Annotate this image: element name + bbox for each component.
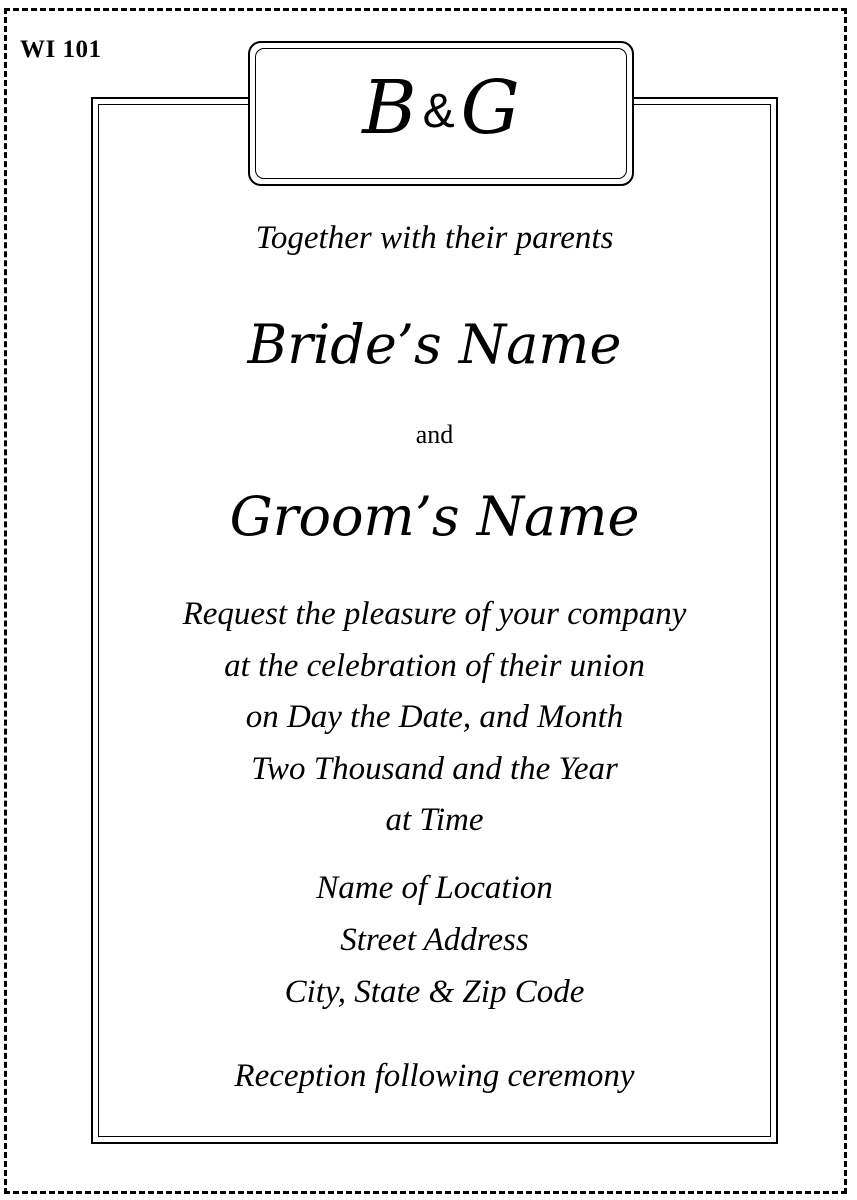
monogram bbox=[255, 58, 627, 162]
request-line: Two Thousand and the Year bbox=[251, 751, 618, 787]
location-line: Name of Location bbox=[316, 870, 553, 906]
location-line: City, State & Zip Code bbox=[284, 974, 585, 1010]
bride-name: Bride’s Name bbox=[247, 313, 622, 376]
monogram-initial-bride: B bbox=[362, 65, 417, 151]
product-code: WI 101 bbox=[20, 36, 102, 63]
request-line: on Day the Date, and Month bbox=[245, 699, 624, 735]
monogram-initial-groom: G bbox=[460, 65, 520, 151]
location-line: Street Address bbox=[340, 922, 529, 958]
conjunction: and bbox=[415, 420, 454, 449]
request-line: at the celebration of their union bbox=[224, 648, 645, 684]
request-line: at Time bbox=[385, 802, 484, 838]
reception-line: Reception following ceremony bbox=[234, 1058, 635, 1094]
request-line: Request the pleasure of your company bbox=[182, 596, 687, 632]
opening-line: Together with their parents bbox=[255, 220, 614, 256]
monogram-ampersand: & bbox=[422, 85, 455, 138]
groom-name: Groom’s Name bbox=[229, 485, 640, 548]
